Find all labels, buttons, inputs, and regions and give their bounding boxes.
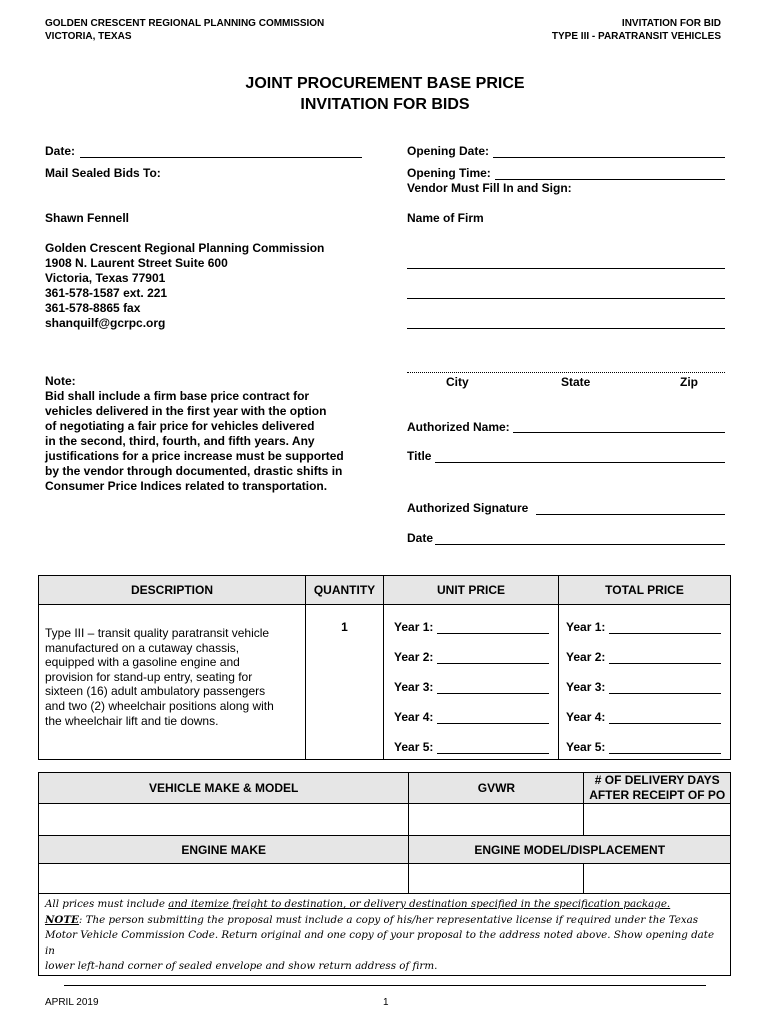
page-title — [0, 73, 770, 115]
vehicle-header-row — [39, 773, 731, 804]
price-table-header — [39, 576, 731, 605]
state-label: State — [561, 375, 591, 389]
unit-year-4-label: Year 4: — [394, 710, 434, 724]
total-year-3-label: Year 3: — [566, 680, 606, 694]
engine-model-field[interactable] — [409, 864, 584, 894]
mailing-address — [45, 241, 324, 331]
unit-year-1-field[interactable] — [437, 621, 549, 634]
note-block — [45, 374, 344, 494]
contact-name: Shawn Fennell — [45, 211, 130, 225]
org-location: VICTORIA, TEXAS — [45, 31, 132, 42]
quantity-cell — [306, 605, 384, 760]
note-line: vehicles delivered in the first year with the option — [45, 404, 327, 418]
sign-date-line[interactable] — [435, 544, 725, 545]
footnote-cell — [39, 894, 731, 976]
description-line: the wheelchair lift and tie downs. — [45, 713, 219, 728]
note-line: justifications for a price increase must be supported — [45, 449, 344, 463]
footer-rule — [64, 985, 706, 986]
footer-date: APRIL 2019 — [45, 997, 99, 1008]
unit-price-cell — [384, 605, 559, 760]
unit-year-5-field[interactable] — [437, 741, 549, 754]
total-year-5-field[interactable] — [609, 741, 721, 754]
unit-year-4[interactable] — [394, 710, 549, 724]
engine-make-field[interactable] — [39, 864, 409, 894]
total-year-1-label: Year 1: — [566, 620, 606, 634]
footnote-line-2 — [45, 913, 724, 929]
header-unit-price: UNIT PRICE — [384, 576, 559, 605]
gvwr-header: GVWR — [409, 773, 584, 804]
delivery-days-header — [584, 773, 731, 804]
total-year-4-label: Year 4: — [566, 710, 606, 724]
page-number: 1 — [383, 997, 389, 1008]
engine-make-header: ENGINE MAKE — [39, 836, 409, 864]
total-year-1-field[interactable] — [609, 621, 721, 634]
header-description: DESCRIPTION — [39, 576, 306, 605]
total-year-4[interactable] — [566, 710, 721, 724]
note-word: NOTE — [45, 913, 79, 926]
date-label: Date: — [45, 144, 76, 158]
city-state-zip-line[interactable] — [407, 372, 725, 373]
total-year-4-field[interactable] — [609, 711, 721, 724]
total-year-2-label: Year 2: — [566, 650, 606, 664]
authorized-name-line[interactable] — [513, 432, 725, 433]
doc-header — [552, 17, 721, 43]
zip-label: Zip — [680, 375, 698, 389]
footnote-line-2-text: : The person submitting the proposal must include a copy of his/her representative license if required under the Texas — [78, 913, 699, 926]
engine-input-row — [39, 864, 731, 894]
unit-year-2-field[interactable] — [437, 651, 549, 664]
org-header — [45, 17, 324, 43]
mail-label: Mail Sealed Bids To: — [45, 166, 161, 180]
description-line: manufactured on a cutaway chassis, — [45, 640, 240, 655]
firm-label: Name of Firm — [407, 211, 484, 225]
phone: 361-578-1587 ext. 221 — [45, 286, 168, 300]
note-label: Note: — [45, 374, 76, 388]
vehicle-table — [38, 772, 731, 976]
title-line[interactable] — [435, 462, 725, 463]
description-cell — [39, 605, 306, 760]
unit-year-2[interactable] — [394, 650, 549, 664]
address-line: Victoria, Texas 77901 — [45, 271, 166, 285]
total-year-2-field[interactable] — [609, 651, 721, 664]
opening-date-label: Opening Date: — [407, 144, 490, 158]
authorized-name-label: Authorized Name: — [407, 420, 510, 434]
price-table — [38, 575, 731, 760]
unit-year-3-field[interactable] — [437, 681, 549, 694]
note-line: Bid shall include a firm base price contract for — [45, 389, 310, 403]
description-line: Type III – transit quality paratransit vehicle — [45, 626, 270, 640]
vehicle-input-row — [39, 804, 731, 836]
engine-extra-field[interactable] — [584, 864, 731, 894]
unit-year-4-field[interactable] — [437, 711, 549, 724]
delivery-days-line-1: # OF DELIVERY DAYS — [594, 773, 720, 787]
total-year-5-label: Year 5: — [566, 740, 606, 754]
footnote-line-1a: All prices must include — [45, 898, 169, 910]
vendor-instruction: Vendor Must Fill In and Sign: — [407, 181, 572, 195]
total-year-3[interactable] — [566, 680, 721, 694]
unit-year-5[interactable] — [394, 740, 549, 754]
engine-header-row — [39, 836, 731, 864]
footnote-line-3: Motor Vehicle Commission Code. Return original and one copy of your proposal to the address noted above. Show opening date in — [45, 929, 715, 957]
footnote-row — [39, 894, 731, 976]
sign-date-label: Date — [407, 531, 434, 545]
firm-line-1[interactable] — [407, 268, 725, 269]
total-year-3-field[interactable] — [609, 681, 721, 694]
email-link[interactable]: shanquilf@gcrpc.org — [45, 316, 166, 330]
engine-model-header: ENGINE MODEL/DISPLACEMENT — [409, 836, 731, 864]
doc-type: INVITATION FOR BID — [621, 18, 721, 29]
unit-year-1-label: Year 1: — [394, 620, 434, 634]
unit-year-5-label: Year 5: — [394, 740, 434, 754]
title-line-2: INVITATION FOR BIDS — [300, 96, 470, 113]
total-year-1[interactable] — [566, 620, 721, 634]
footnote-line-1 — [45, 897, 724, 913]
make-model-header: VEHICLE MAKE & MODEL — [39, 773, 409, 804]
note-line: in the second, third, fourth, and fifth years. Any — [45, 434, 315, 448]
description-line: equipped with a gasoline engine and — [45, 655, 240, 670]
delivery-days-field[interactable] — [584, 804, 731, 836]
footnote-text — [45, 897, 724, 975]
unit-year-2-label: Year 2: — [394, 650, 434, 664]
opening-time-label: Opening Time: — [407, 166, 491, 180]
title-line-1: JOINT PROCUREMENT BASE PRICE — [245, 75, 525, 92]
delivery-days-line-2: AFTER RECEIPT OF PO — [589, 788, 726, 802]
fax: 361-578-8865 fax — [45, 301, 141, 315]
total-year-5[interactable] — [566, 740, 721, 754]
authorized-signature-line[interactable] — [536, 514, 725, 515]
description-line: sixteen (16) adult ambulatory passengers — [45, 684, 266, 699]
total-price-cell — [559, 605, 731, 760]
description-line: and two (2) wheelchair positions along with — [45, 698, 274, 713]
address-line: 1908 N. Laurent Street Suite 600 — [45, 256, 228, 270]
org-name: GOLDEN CRESCENT REGIONAL PLANNING COMMISSION — [45, 18, 325, 29]
quantity-value: 1 — [341, 620, 348, 634]
note-line: Consumer Price Indices related to transportation. — [45, 479, 328, 493]
header-total-price: TOTAL PRICE — [559, 576, 731, 605]
header-quantity: QUANTITY — [306, 576, 384, 605]
gvwr-field[interactable] — [409, 804, 584, 836]
address-line: Golden Crescent Regional Planning Commission — [45, 241, 325, 255]
firm-line-2[interactable] — [407, 298, 725, 299]
footnote-line-1b: and itemize freight to destination, or delivery destination specified in the specification package. — [168, 898, 671, 910]
date-line[interactable] — [80, 157, 362, 158]
make-model-field[interactable] — [39, 804, 409, 836]
authorized-signature-label: Authorized Signature — [407, 501, 529, 515]
unit-year-3[interactable] — [394, 680, 549, 694]
unit-year-1[interactable] — [394, 620, 549, 634]
footnote-line-4: lower left-hand corner of sealed envelope and show return address of firm. — [45, 960, 438, 972]
total-year-2[interactable] — [566, 650, 721, 664]
opening-date-line[interactable] — [493, 157, 725, 158]
note-line: of negotiating a fair price for vehicles delivered — [45, 419, 315, 433]
note-line: by the vendor through documented, drastic shifts in — [45, 464, 343, 478]
doc-subtitle: TYPE III - PARATRANSIT VEHICLES — [551, 31, 721, 42]
firm-line-3[interactable] — [407, 328, 725, 329]
unit-year-3-label: Year 3: — [394, 680, 434, 694]
opening-time-line[interactable] — [495, 179, 725, 180]
title-label: Title — [407, 449, 432, 463]
price-table-row — [39, 605, 731, 760]
city-label: City — [446, 375, 469, 389]
description-line: provision for stand-up entry, seating for — [45, 669, 253, 684]
